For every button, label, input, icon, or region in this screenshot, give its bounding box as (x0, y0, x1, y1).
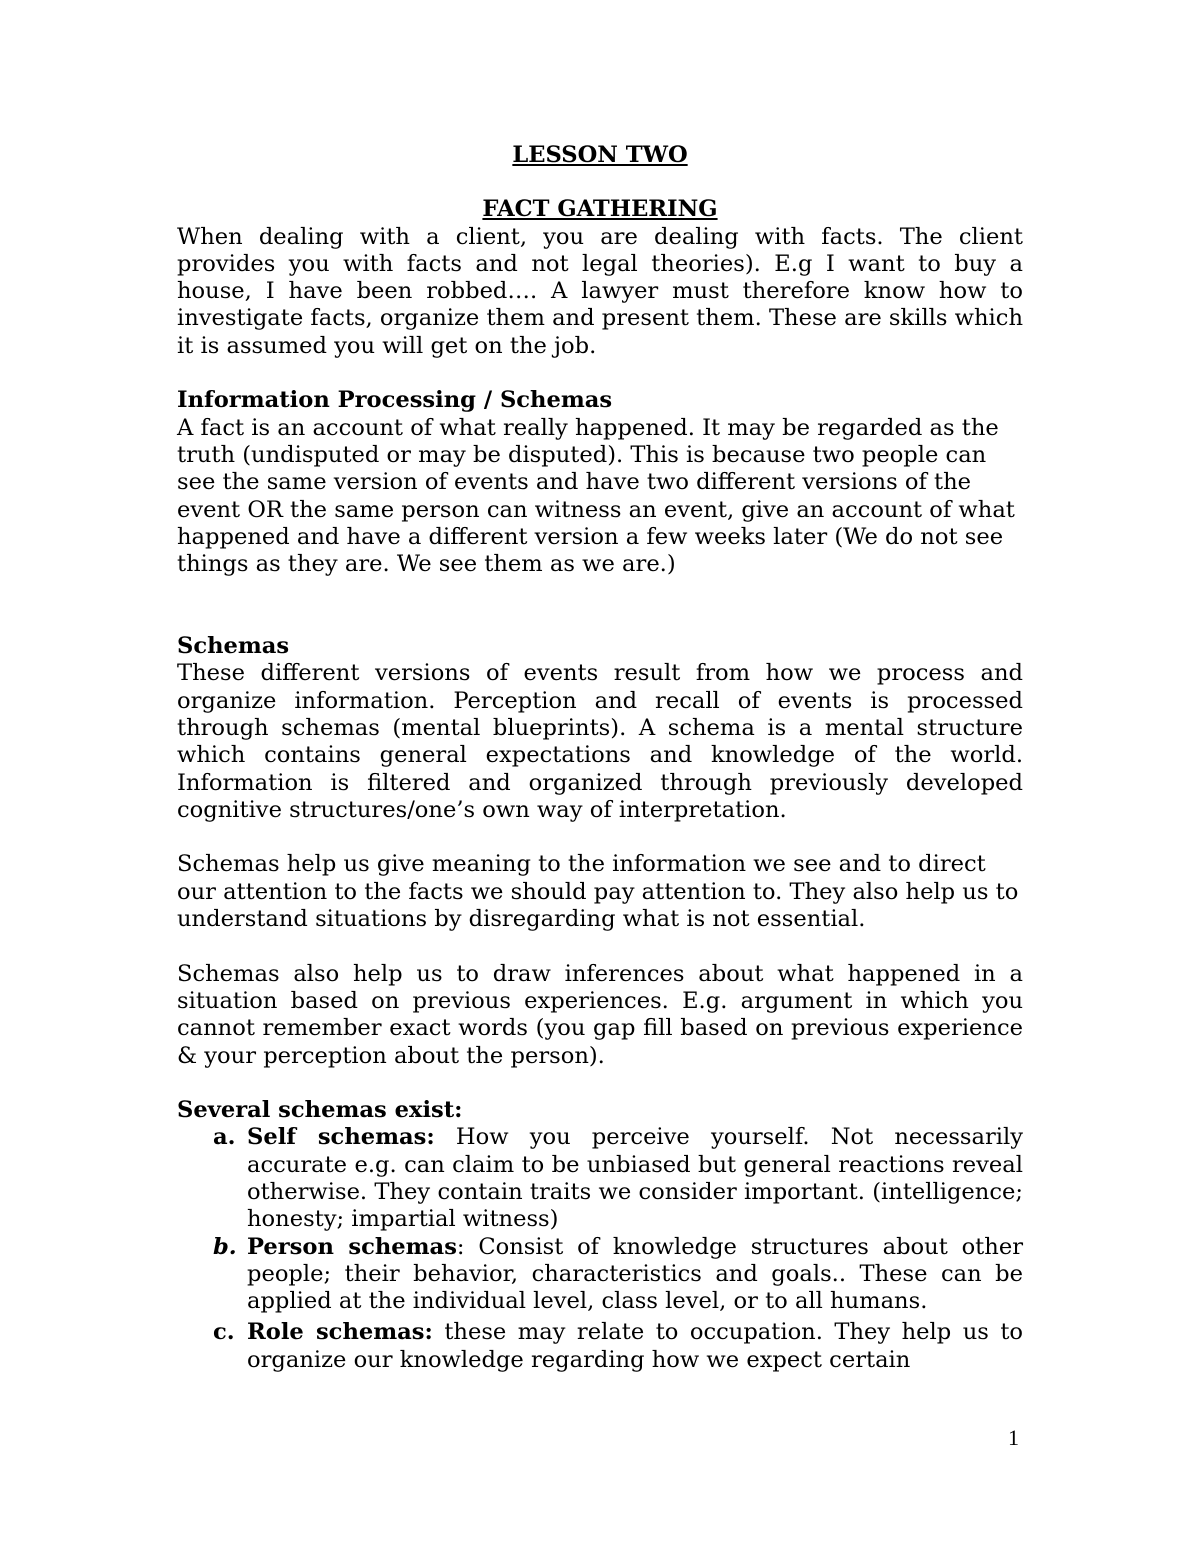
spacer (177, 578, 1023, 633)
schemas-paragraph: Schemas help us give meaning to the information we see and to direct our attention to the facts we should pay attention to. They also help us to understand situations by disregarding what is not essential. (177, 851, 1019, 933)
intro-paragraph: When dealing with a client, you are dealing with facts. The client provides you with facts and not legal theories). E.g I want to buy a house, I have been robbed…. A lawyer must therefore know how to investigate facts, organize them and present them. These are skills which it is assumed you will get on the job. (177, 223, 1023, 359)
schema-types-list (177, 1124, 1023, 1374)
schemas-paragraph: Schemas also help us to draw inferences about what happened in a situation based on previous experiences. E.g. argument in which you cannot remember exact words (you gap fill based on previous experience & your perception about the person). (177, 960, 1023, 1069)
list-item (177, 1234, 1023, 1316)
list-marker: a. (213, 1124, 236, 1151)
info-processing-heading: Information Processing / Schemas (177, 387, 613, 414)
info-processing-paragraph: A fact is an account of what really happened. It may be regarded as the truth (undisputed or may be disputed). This is because two people can see the same version of events and have two different versions of the event OR the same person can witness an event, give an account of what happened and have a different version a few weeks later (We do not see things as they are. We see them as we are.) (177, 414, 1015, 578)
list-item (177, 1124, 1023, 1233)
schema-term: Person schemas (247, 1233, 457, 1260)
list-item (177, 1319, 1023, 1374)
schema-description: How you perceive yourself. Not necessarily accurate e.g. can claim to be unbiased but general reactions reveal otherwise. They contain traits we consider important. (intelligence; honesty; impartial witness) (247, 1124, 1023, 1233)
section-title: FACT GATHERING (482, 196, 718, 223)
spacer (177, 933, 1023, 960)
schema-term: Role schemas: (247, 1319, 433, 1346)
lesson-title: LESSON TWO (512, 142, 688, 168)
several-schemas-heading: Several schemas exist: (177, 1097, 463, 1124)
list-marker: c. (213, 1319, 235, 1346)
spacer (177, 360, 1023, 387)
page-number: 1 (1008, 1425, 1019, 1450)
schemas-paragraph: These different versions of events result from how we process and organize information. Perception and recall of events is processed through schemas (mental blueprints). A schema is a mental structure which contains general expectations and knowledge of the world. Information is filtered and organized through previously developed cognitive structures/one’s own way of interpretation. (177, 660, 1023, 823)
schema-description: these may relate to occupation. They help us to organize our knowledge regarding how we expect certain (247, 1319, 1023, 1373)
spacer (177, 824, 1023, 851)
spacer (177, 1070, 1023, 1097)
schemas-heading: Schemas (177, 633, 290, 660)
list-marker: b. (213, 1233, 237, 1260)
schema-description: : Consist of knowledge structures about other people; their behavior, characteristics and goals.. These can be applied at the individual level, class level, or to all humans. (247, 1233, 1023, 1315)
schema-term: Self schemas: (247, 1124, 435, 1151)
document-page (177, 142, 1023, 1374)
